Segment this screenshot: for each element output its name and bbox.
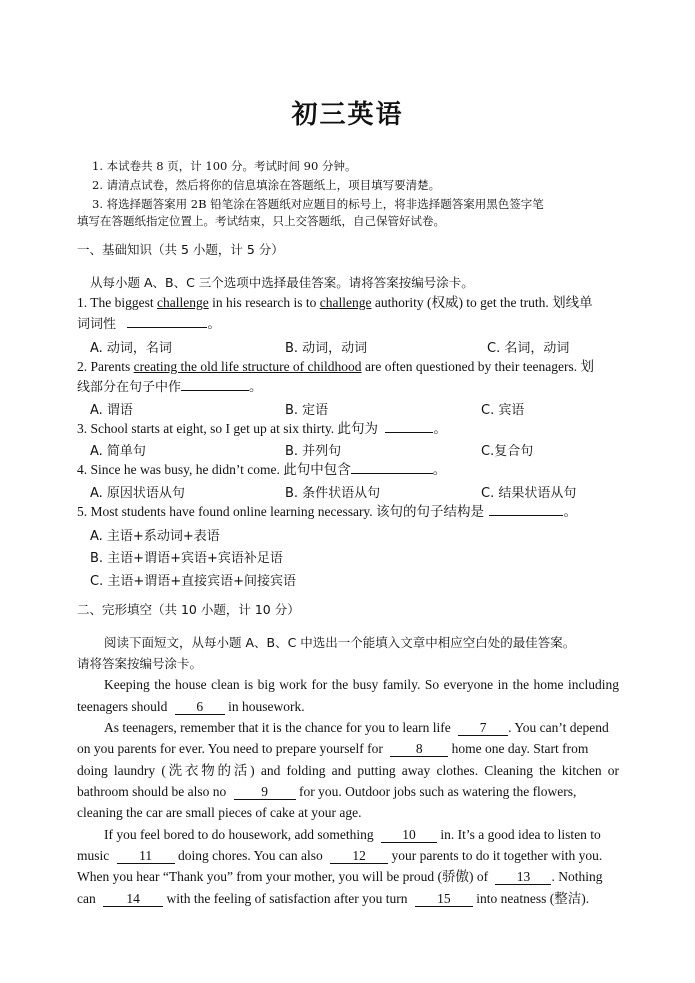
note-1: 1. 本试卷共 8 页，计 100 分。考试时间 90 分钟。 [92,159,357,173]
q2-underlined-phrase: creating the old life structure of childhood [133,359,362,374]
question-4 [77,461,446,479]
passage-text: doing chores. You can also [174,848,327,863]
q3-option-c: C.复合句 [481,444,534,459]
q2-end: 。 [249,379,263,394]
q5-answer-blank [489,515,563,516]
q4-answer-blank [351,473,433,474]
q2-option-a: A. 谓语 [90,403,133,418]
passage-line-4 [77,740,588,758]
q5-text: 5. Most students have found online learning necessary. 该句的句子结构是 [77,504,488,519]
section-2-heading: 二、完形填空（共 10 小题，计 10 分） [77,602,300,617]
q2-option-c: C. 宾语 [481,403,525,418]
blank-14: 14 [103,891,163,907]
passage-line-3 [104,719,609,737]
q5-option-a: A. 主语+系动词+表语 [90,529,220,544]
question-2-line-2 [77,378,263,397]
q1-end: 。 [207,316,221,331]
passage-line-7: cleaning the car are small pieces of cake at your age. [77,805,362,820]
blank-9: 9 [234,784,296,800]
passage-text: If you feel bored to do housework, add something [104,827,377,842]
passage-text: home one day. Start from [448,741,589,756]
section-2-instruction-cont: 请将答案按编号涂卡。 [77,656,203,671]
q1-line2-text: 词词性 [77,317,117,332]
passage-text: in housework. [224,699,305,714]
passage-text: with the feeling of satisfaction after you turn [163,891,411,906]
question-1 [77,294,593,312]
q1-answer-blank [127,327,207,328]
q3-end: 。 [433,421,447,436]
q3-option-b: B. 并列句 [285,444,342,459]
passage-text: your parents to do it together with you. [388,848,603,863]
passage-text: bathroom should be also no [77,784,230,799]
note-2: 2. 请清点试卷，然后将你的信息填涂在答题纸上，项目填写要清楚。 [92,178,441,192]
q5-option-b: B. 主语+谓语+宾语+宾语补足语 [90,551,283,566]
q2-text-1: 2. Parents [77,359,134,374]
section-1-instruction: 从每小题 A、B、C 三个选项中选择最佳答案。请将答案按编号涂卡。 [90,275,474,290]
question-2 [77,358,594,376]
question-1-line-2 [77,315,221,334]
q4-option-c: C. 结果状语从句 [481,486,577,501]
q4-text: 4. Since he was busy, he didn’t come. 此句中包含 [77,462,351,477]
passage-line-8 [104,826,601,844]
blank-15: 15 [415,891,473,907]
passage-line-2 [77,698,305,716]
q1-underlined-word-1: challenge [157,295,209,310]
q5-end: 。 [563,504,577,519]
blank-13: 13 [495,869,551,885]
blank-7: 7 [458,720,508,736]
q2-text-2: are often questioned by their teenagers. 划 [361,359,594,374]
section-2-instruction: 阅读下面短文，从每小题 A、B、C 中选出一个能填入文章中相应空白处的最佳答案。 [104,635,576,650]
passage-text: on you parents for ever. You need to prepare yourself for [77,741,387,756]
q1-text-2: in his research is to [208,295,320,310]
q1-option-a: A. 动词，名词 [90,341,172,356]
q3-option-a: A. 简单句 [90,444,146,459]
blank-12: 12 [330,848,388,864]
q2-line2-text: 线部分在句子中作 [77,380,182,395]
passage-text: can [77,891,100,906]
blank-11: 11 [117,848,175,864]
blank-8: 8 [390,741,448,757]
note-3-cont: 填写在答题纸指定位置上。考试结束，只上交答题纸，自己保管好试卷。 [77,214,445,228]
passage-line-10 [77,868,603,886]
q2-option-b: B. 定语 [285,403,329,418]
note-3: 3. 将选择题答案用 2B 铅笔涂在答题纸对应题目的标号上，将非选择题答案用黑色签字笔 [92,197,544,211]
q1-underlined-word-2: challenge [319,295,372,310]
section-1-heading: 一、基础知识（共 5 小题，计 5 分） [77,242,284,257]
q3-text: 3. School starts at eight, so I get up at six thirty. 此句为 [77,421,382,436]
passage-text: into neatness (整洁). [472,891,590,906]
passage-line-5: doing laundry (洗衣物的活) and folding and putting away clothes. Cleaning the kitchen or [77,763,619,778]
q4-option-b: B. 条件状语从句 [285,486,381,501]
question-5 [77,503,577,521]
q4-end: 。 [432,462,447,477]
page-title: 初三英语 [291,100,404,130]
passage-line-9 [77,847,602,865]
passage-text: . You can’t depend [508,720,609,735]
q1-text-1: 1. The biggest [77,295,157,310]
passage-line-1: Keeping the house clean is big work for the busy family. So everyone in the home including [104,677,619,692]
q5-option-c: C. 主语+谓语+直接宾语+间接宾语 [90,574,297,589]
passage-line-6 [77,783,576,801]
question-3 [77,420,447,438]
passage-text: . Nothing [551,869,603,884]
q2-answer-blank [181,390,249,391]
q1-text-3: authority (权威) to get the truth. 划线单 [371,295,593,310]
passage-text: in. It’s a good idea to listen to [436,827,601,842]
q3-answer-blank [385,432,433,433]
passage-text: teenagers should [77,699,171,714]
blank-10: 10 [381,827,437,843]
passage-text: When you hear “Thank you” from your mother, you will be proud (骄傲) of [77,869,492,884]
passage-line-11 [77,890,589,908]
passage-text: music [77,848,113,863]
passage-text: for you. Outdoor jobs such as watering the flowers, [295,784,577,799]
blank-6: 6 [175,699,225,715]
q4-option-a: A. 原因状语从句 [90,486,185,501]
passage-text: As teenagers, remember that it is the chance for you to learn life [104,720,455,735]
q1-option-b: B. 动词，动词 [285,341,368,356]
q1-option-c: C. 名词，动词 [487,341,570,356]
